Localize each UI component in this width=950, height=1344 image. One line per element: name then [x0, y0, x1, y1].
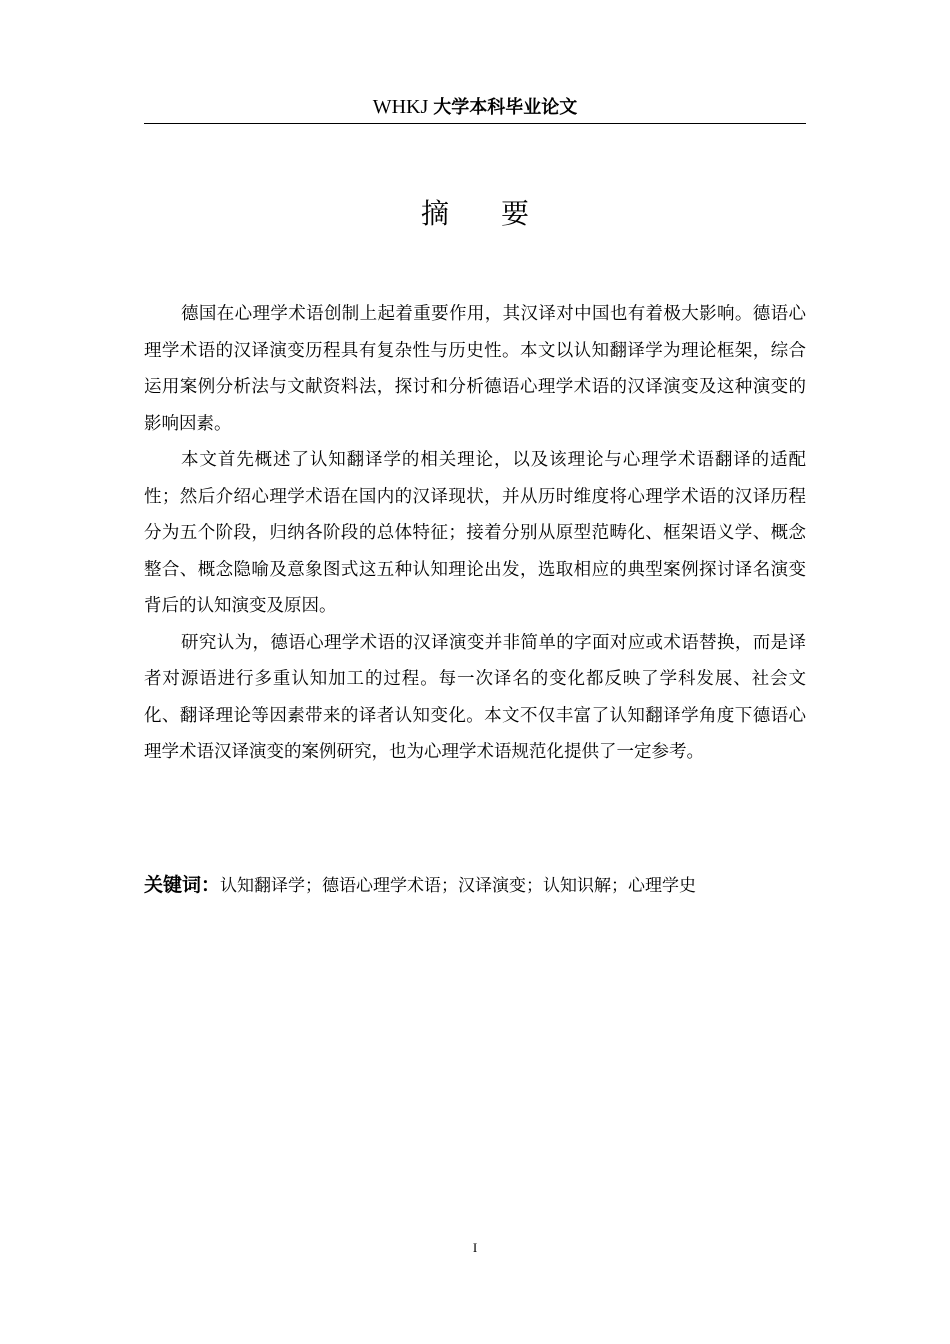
running-header	[144, 92, 806, 124]
abstract-paragraph-1: 德国在心理学术语创制上起着重要作用，其汉译对中国也有着极大影响。德语心理学术语的汉译演变历程具有复杂性与历史性。本文以认知翻译学为理论框架，综合运用案例分析法与文献资料法，探讨和分析德语心理学术语的汉译演变及这种演变的影响因素。	[144, 304, 806, 434]
abstract-paragraph-3: 研究认为，德语心理学术语的汉译演变并非简单的字面对应或术语替换，而是译者对源语进行多重认知加工的过程。每一次译名的变化都反映了学科发展、社会文化、翻译理论等因素带来的译者认知变化。本文不仅丰富了认知翻译学角度下德语心理学术语汉译演变的案例研究，也为心理学术语规范化提供了一定参考。	[144, 632, 806, 762]
header-title: 大学本科毕业论文	[433, 97, 578, 118]
keywords-label: 关键词：	[144, 874, 221, 896]
header-prefix: WHKJ	[372, 96, 434, 118]
keywords-text: 认知翻译学；德语心理学术语；汉译演变；认知识解；心理学史	[220, 876, 697, 896]
abstract-body	[144, 296, 806, 771]
keywords-line	[144, 868, 806, 903]
page-number: I	[472, 1240, 478, 1255]
abstract-heading: 摘要	[420, 197, 581, 230]
abstract-paragraph-2: 本文首先概述了认知翻译学的相关理论，以及该理论与心理学术语翻译的适配性；然后介绍心理学术语在国内的汉译现状，并从历时维度将心理学术语的汉译历程分为五个阶段，归纳各阶段的总体特征；接着分别从原型范畴化、框架语义学、概念整合、概念隐喻及意象图式这五种认知理论出发，选取相应的典型案例探讨译名演变背后的认知演变及原因。	[144, 450, 806, 616]
